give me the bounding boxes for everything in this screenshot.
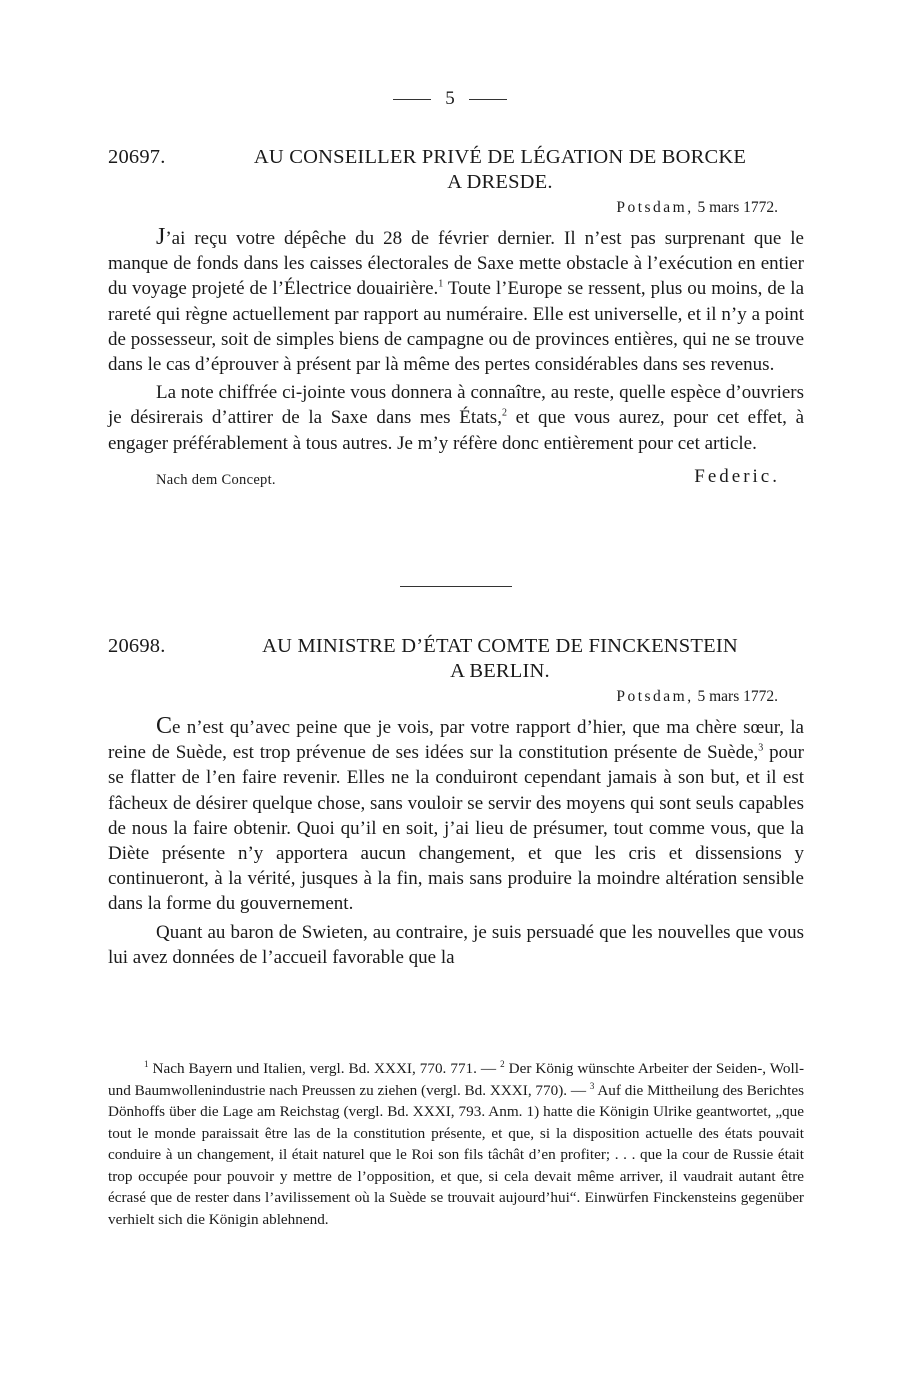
letter-title-line2: A DRESDE. (447, 171, 553, 193)
paragraph-text: Quant au baron de Swieten, au contraire, je suis persuadé que les nouvelles que vous lui avez données de l’accueil favorable que la (108, 921, 804, 968)
footnote-number: 2 (500, 1058, 505, 1069)
paragraph-text: Toute l’Europe se ressent, plus ou moins, de la rareté qui règne actuellement par rapport au numéraire. Elle est universelle, et il n’y a point de possesseur, soit de simples biens de campagne ou de provinces entières, qui ne se trouve dans le cas d’éprouver à présent par là même des pertes considérables dans ses revenus. (108, 278, 804, 376)
place-date (108, 199, 804, 217)
header-dash-right (469, 99, 507, 100)
footnotes (108, 1058, 804, 1230)
footnote-number: 3 (589, 1080, 595, 1091)
paragraph-text: e n’est qu’avec peine que je vois, par votre rapport d’hier, que ma chère sœur, la reine de Suède, est trop prévenue de ses idées sur la constitution présente de Suède, (108, 717, 804, 764)
place-date (108, 688, 804, 706)
source-note: Nach dem Concept. (156, 471, 276, 488)
footnote-block (108, 1058, 804, 1230)
signature: Federic. (694, 465, 780, 487)
paragraph-text: et que vous aurez, pour cet effet, à engager préférablement à tous autres. Je m’y réfère donc entièrement pour cet article. (108, 407, 805, 454)
paragraph-text: ’ai reçu votre dépêche du 28 de février dernier. Il n’est pas surprenant que le manque de fonds dans les caisses électorales de Saxe mette obstacle à l’exécution en entier du voyage projeté de l’Électrice douairière. (108, 228, 804, 300)
page-number-text: 5 (445, 88, 455, 109)
place: Potsdam, (616, 688, 694, 705)
letter-heading (108, 634, 804, 684)
section-divider (400, 586, 512, 587)
signature-row (108, 466, 804, 492)
letter-title-line1: AU MINISTRE D’ÉTAT COMTE DE FINCKENSTEIN (262, 635, 738, 657)
letter-heading (108, 145, 804, 195)
footnote-marker: 3 (758, 742, 764, 754)
place: Potsdam, (616, 199, 694, 216)
footnote-number: 1 (144, 1058, 149, 1069)
paragraph-text: pour se flatter de l’en faire revenir. Elles ne la conduiront cependant jamais à son but, et il est fâcheux de désirer quelque chose, sans vouloir se servir des moyens qui sont seuls capables de nous la faire obtenir. Quoi qu’il en soit, j’ai lieu de présumer, tout comme vous, que la Diète présente n’y apportera aucun changement, et que les cris et dissensions y continueront, à la vérité, jusques à la fin, mais sans produire la moindre altération sensible dans la forme du gouvernement. (108, 742, 804, 915)
footnote-marker: 1 (438, 279, 444, 291)
paragraph (108, 920, 804, 970)
footnote-marker: 2 (501, 408, 507, 420)
paragraph (108, 380, 804, 456)
initial-letter: J (156, 224, 166, 250)
footnote-text: Der König wünschte Arbeiter der Seiden-, Woll- und Baumwollenindustrie nach Preussen zu ziehen (vergl. Bd. XXXI, 770). — (108, 1060, 804, 1099)
date: 5 mars 1772. (697, 199, 778, 216)
page-number (0, 88, 900, 110)
header-dash-left (393, 99, 431, 100)
paragraph (108, 714, 804, 917)
paragraph-text: La note chiffrée ci-jointe vous donnera à connaître, au reste, quelle espèce d’ouvriers je désirerais d’attirer de la Saxe dans mes États, (108, 382, 804, 429)
date: 5 mars 1772. (697, 688, 778, 705)
footnote-text: Auf die Mittheilung des Berichtes Dönhoffs über die Lage am Reichstag (vergl. Bd. XXXI, 793. Anm. 1) hatte die Königin Ulrike geantwortet, „que tout le monde paraissait être las de la constitution présente, et que, si la disposition actuelle des états pouvait conduire à un changement, il était naturel que le Roi son fils tâchât d’en profiter; . . . que la cour de Russie était trop occupée pour pouvoir y mettre de l’opposition, et que, si cela devait même arriver, il vaudrait autant être écrasé que de rester dans l’avilissement où la Suède se trouvait aujourd’hui“. Einwürfen Finckensteins gegenüber verhielt sich die Königin ablehnend. (108, 1081, 805, 1228)
letter-title-line1: AU CONSEILLER PRIVÉ DE LÉGATION DE BORCKE (253, 146, 747, 168)
letter-20697 (108, 145, 804, 492)
letter-number: 20698. (108, 635, 166, 657)
letter-title-line2: A BERLIN. (450, 660, 550, 682)
initial-letter: C (156, 713, 173, 739)
letter-number: 20697. (108, 146, 166, 168)
paragraph (108, 225, 804, 377)
letter-20698 (108, 634, 804, 970)
footnote-text: Nach Bayern und Italien, vergl. Bd. XXXI, 770. 771. — (148, 1060, 501, 1077)
